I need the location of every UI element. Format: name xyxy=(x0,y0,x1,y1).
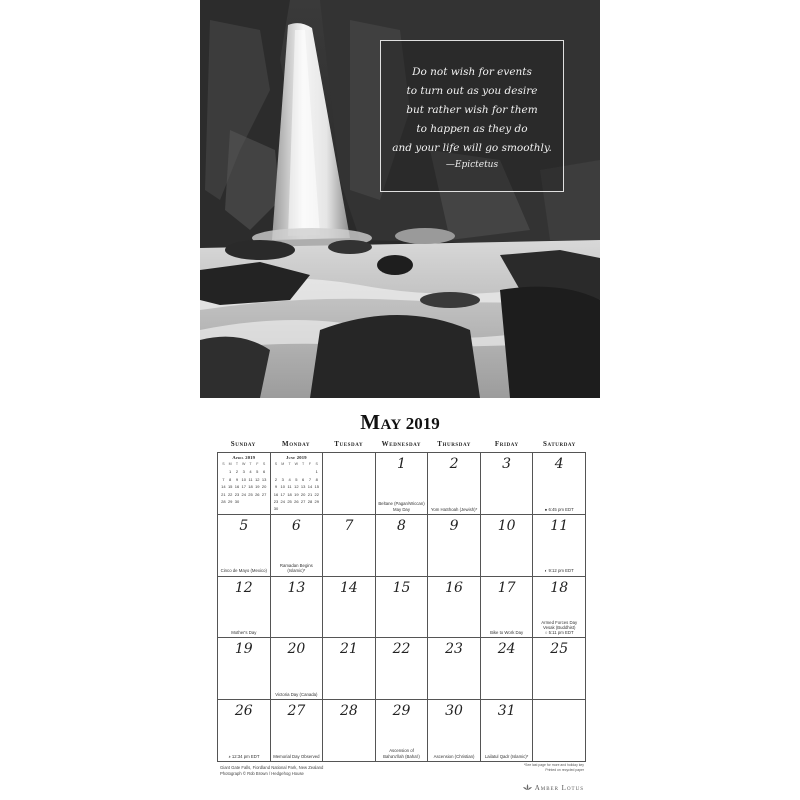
day-event: Bike to Work Day xyxy=(490,630,524,636)
mini-calendar-day: 28 xyxy=(221,499,226,505)
day-cell-14 xyxy=(323,577,376,639)
day-cell-4 xyxy=(533,453,586,515)
day-cell-9 xyxy=(428,515,481,577)
weekday-thursday: Thursday xyxy=(437,440,471,448)
mini-calendar-day: 11 xyxy=(248,476,253,482)
mini-calendar-day: 16 xyxy=(234,484,240,490)
day-cell-10 xyxy=(481,515,534,577)
mini-calendar-day xyxy=(279,505,286,512)
calendar-grid xyxy=(217,452,586,762)
day-number: 17 xyxy=(497,579,516,596)
day-number: 20 xyxy=(287,641,306,658)
mini-calendar-day: 13 xyxy=(261,476,267,482)
day-cell-3 xyxy=(481,453,534,515)
day-cell-22 xyxy=(376,638,429,700)
quote-line: but rather wish for them xyxy=(406,103,538,116)
mini-calendar-day xyxy=(293,468,300,475)
mini-calendar-weekday: F xyxy=(256,462,259,466)
day-number: 31 xyxy=(497,703,516,720)
mini-calendar-day xyxy=(293,505,300,512)
mini-calendar-day: 24 xyxy=(280,499,285,505)
footer-notes xyxy=(524,763,584,772)
day-cell-18 xyxy=(533,577,586,639)
day-event: Armed Forces Day Vesak (Buddhist) ○ 5:11 pm EDT xyxy=(541,619,578,636)
day-cell-24 xyxy=(481,638,534,700)
quote-author: —Epictetus xyxy=(445,159,499,170)
day-cell-30 xyxy=(428,700,481,762)
day-number: 24 xyxy=(497,641,516,658)
lotus-icon xyxy=(523,784,532,792)
footer-note: *See last page for more and holiday key xyxy=(523,763,584,767)
mini-calendar-day: 27 xyxy=(300,499,306,505)
day-cell-23 xyxy=(428,638,481,700)
mini-calendar-day: 27 xyxy=(261,491,267,497)
mini-calendar-day: 3 xyxy=(242,469,245,475)
day-event: Memorial Day Observed xyxy=(273,753,320,759)
mini-calendar-day: 8 xyxy=(315,476,318,482)
mini-calendar-day: 5 xyxy=(295,476,298,482)
mini-calendar-weekday: T xyxy=(235,462,239,466)
mini-calendar-day: 23 xyxy=(234,491,240,497)
month-name: May xyxy=(360,410,402,434)
weekday-tuesday: Tuesday xyxy=(334,440,364,448)
brand-name: Amber Lotus xyxy=(534,784,584,792)
day-number: 23 xyxy=(445,641,463,658)
mini-calendar-day: 9 xyxy=(274,484,278,490)
mini-calendar-day: 18 xyxy=(248,484,253,490)
day-number: 30 xyxy=(445,703,463,720)
day-number: 3 xyxy=(502,456,512,472)
mini-calendar-day: 18 xyxy=(287,491,292,497)
empty-cell xyxy=(271,453,324,515)
mini-calendar-weekday: S xyxy=(222,462,225,466)
mini-calendar-day: 26 xyxy=(294,499,299,505)
day-number: 9 xyxy=(449,517,459,534)
day-number: 12 xyxy=(234,579,253,596)
day-number: 14 xyxy=(340,579,358,596)
mini-calendar-day: 22 xyxy=(227,491,233,497)
mini-calendar-day xyxy=(220,468,227,475)
mini-calendar-day xyxy=(273,468,280,475)
day-number: 18 xyxy=(550,579,569,596)
mini-calendar-day: 6 xyxy=(263,469,266,475)
day-number: 8 xyxy=(397,517,406,534)
mini-calendar-day: 8 xyxy=(229,476,232,482)
weekday-monday: Monday xyxy=(281,440,311,448)
mini-calendar-day: 23 xyxy=(273,499,279,505)
mini-calendar-day: 12 xyxy=(294,484,299,490)
mini-calendar-day: 10 xyxy=(280,484,285,490)
mini-calendar-weekday: S xyxy=(262,462,266,466)
day-number: 10 xyxy=(497,517,516,534)
day-cell-19 xyxy=(218,638,271,700)
mini-calendar-day xyxy=(286,468,293,475)
day-event: Beltane (Pagan/Wiccan) May Day xyxy=(378,501,425,512)
day-cell-28 xyxy=(323,700,376,762)
mini-calendar-title: June 2019 xyxy=(285,455,307,460)
mini-calendar-day: 13 xyxy=(300,484,306,490)
day-event: Ramadan Begins (Islamic)* xyxy=(279,563,313,574)
mini-calendar-day: 17 xyxy=(280,491,285,497)
mini-calendar-day xyxy=(300,468,307,475)
mini-calendar-day: 24 xyxy=(241,491,246,497)
mini-calendar-day: 3 xyxy=(281,476,284,482)
mini-calendar-day: 1 xyxy=(315,469,318,475)
mini-calendar-day: 9 xyxy=(235,476,239,482)
mini-calendar-day: 14 xyxy=(307,484,313,490)
day-number: 4 xyxy=(554,456,564,472)
day-event: Ascension (Christian) xyxy=(433,753,475,759)
mini-calendar-weekday: S xyxy=(315,462,318,466)
mini-calendar-day: 29 xyxy=(227,499,233,505)
caption-location: Giant Gate Falls, Fiordland National Park, New Zealand xyxy=(220,765,324,770)
mini-calendar-weekday: M xyxy=(281,462,285,466)
mini-calendar-day: 4 xyxy=(288,476,291,482)
mini-calendar-day: 28 xyxy=(307,499,313,505)
day-event: Mother's Day xyxy=(231,630,257,636)
day-event: Yom HaShoah (Jewish)* xyxy=(430,506,478,512)
empty-cell xyxy=(533,700,586,762)
day-number: 22 xyxy=(392,641,411,658)
day-cell-25 xyxy=(533,638,586,700)
day-number: 6 xyxy=(291,517,301,534)
day-cell-20 xyxy=(271,638,324,700)
day-number: 16 xyxy=(445,579,463,596)
mini-calendar-day: 10 xyxy=(241,476,246,482)
empty-cell xyxy=(218,453,271,515)
day-number: 29 xyxy=(392,703,411,720)
mini-calendar-day: 4 xyxy=(249,469,252,475)
day-event: ◑ 12:34 pm EDT xyxy=(228,753,260,759)
mini-calendar-day xyxy=(300,505,307,512)
mini-calendar-weekday: W xyxy=(242,462,246,466)
day-event: Victoria Day (Canada) xyxy=(275,691,318,697)
mini-calendar-day xyxy=(307,505,314,512)
day-event: ● 6:45 pm EDT xyxy=(544,506,574,512)
mini-calendar-day xyxy=(279,468,286,475)
mini-calendar-weekday: T xyxy=(302,462,305,466)
day-number: 25 xyxy=(550,641,569,658)
quote-line: to happen as they do xyxy=(416,122,528,135)
mini-calendar-day: 19 xyxy=(294,491,299,497)
day-event: Ascension of Baha'u'llah (Baha'i) xyxy=(383,748,420,759)
mini-calendar-day xyxy=(286,505,293,512)
day-cell-12 xyxy=(218,577,271,639)
mini-calendar-day: 16 xyxy=(273,491,279,497)
mini-calendar-weekday: W xyxy=(294,462,299,466)
day-number: 19 xyxy=(234,641,253,658)
mini-calendar-day: 2 xyxy=(235,469,239,475)
weekday-wednesday: Wednesday xyxy=(381,440,422,448)
mini-calendar-day: 21 xyxy=(307,491,313,497)
weekday-sunday: Sunday xyxy=(230,440,256,448)
weekday-friday: Friday xyxy=(494,440,519,448)
mini-calendar-day xyxy=(307,468,314,475)
month-title xyxy=(200,410,600,435)
mini-calendar-day: 25 xyxy=(287,499,292,505)
mini-calendar-day: 7 xyxy=(308,476,312,482)
day-number: 5 xyxy=(239,517,249,534)
day-cell-1 xyxy=(376,453,429,515)
day-cell-27 xyxy=(271,700,324,762)
day-cell-26 xyxy=(218,700,271,762)
day-number: 27 xyxy=(287,703,306,720)
quote-line: to turn out as you desire xyxy=(406,84,538,97)
mini-calendar-weekday: F xyxy=(308,462,312,466)
mini-calendar-weekday: T xyxy=(288,462,291,466)
day-number: 15 xyxy=(392,579,411,596)
mini-calendar-day: 26 xyxy=(255,491,260,497)
mini-calendar-day: 20 xyxy=(261,484,267,490)
month-year: 2019 xyxy=(405,414,440,433)
quote-line: and your life will go smoothly. xyxy=(392,141,552,154)
mini-calendar-weekday: M xyxy=(228,462,232,466)
mini-calendar-weekday: T xyxy=(249,462,252,466)
empty-cell xyxy=(323,453,376,515)
calendar-page xyxy=(200,0,600,800)
mini-calendar-day xyxy=(240,498,247,505)
day-cell-11 xyxy=(533,515,586,577)
mini-calendar-title: April 2019 xyxy=(232,455,256,460)
day-cell-13 xyxy=(271,577,324,639)
day-event: Cinco de Mayo (Mexico) xyxy=(220,568,267,574)
mini-calendar-day: 7 xyxy=(222,476,225,482)
day-number: 7 xyxy=(344,517,354,534)
day-cell-5 xyxy=(218,515,271,577)
day-number: 28 xyxy=(340,703,358,720)
mini-calendar-day: 19 xyxy=(255,484,260,490)
mini-calendar-day: 6 xyxy=(302,476,305,482)
mini-calendar-day xyxy=(254,498,261,505)
mini-calendar-day xyxy=(247,498,254,505)
mini-calendar-june xyxy=(273,455,321,513)
mini-calendar-day: 29 xyxy=(314,499,319,505)
day-number: 26 xyxy=(234,703,253,720)
mini-calendar-day: 11 xyxy=(287,484,292,490)
mini-calendar-day: 1 xyxy=(229,469,232,475)
mini-calendar-day: 30 xyxy=(234,499,240,505)
day-event: Lailatul Qadr (Islamic)* xyxy=(484,753,529,759)
day-cell-17 xyxy=(481,577,534,639)
mini-calendar-day: 5 xyxy=(256,469,259,475)
footer-note: Printed on recycled paper xyxy=(545,767,584,772)
mini-calendar-day: 17 xyxy=(241,484,246,490)
weekday-saturday: Saturday xyxy=(543,440,576,448)
day-number: 11 xyxy=(550,517,569,534)
mini-calendar-day xyxy=(261,498,268,505)
day-cell-21 xyxy=(323,638,376,700)
mini-calendar-day xyxy=(313,505,320,512)
day-cell-15 xyxy=(376,577,429,639)
mini-calendar-day: 15 xyxy=(227,484,233,490)
mini-calendar-day: 15 xyxy=(314,484,319,490)
day-cell-6 xyxy=(271,515,324,577)
mini-calendar-day: 2 xyxy=(274,476,278,482)
day-cell-16 xyxy=(428,577,481,639)
mini-calendar-april xyxy=(220,455,268,505)
mini-calendar-day: 21 xyxy=(221,491,226,497)
day-number: 1 xyxy=(397,456,406,472)
day-cell-8 xyxy=(376,515,429,577)
weekday-header-row xyxy=(217,440,586,452)
mini-calendar-day: 14 xyxy=(221,484,226,490)
day-number: 13 xyxy=(287,579,306,596)
brand-logo xyxy=(523,784,584,792)
mini-calendar-day: 30 xyxy=(273,506,279,512)
mini-calendar-day: 20 xyxy=(300,491,306,497)
photo-caption xyxy=(220,765,323,777)
day-event: ◐ 9:12 pm EDT xyxy=(544,568,574,574)
mini-calendar-day: 12 xyxy=(255,476,260,482)
mini-calendar-weekday: S xyxy=(274,462,278,466)
caption-credit: Photograph © Rob Brown / Hedgehog House xyxy=(220,771,304,776)
waterfall-photo xyxy=(200,0,600,398)
day-number: 2 xyxy=(449,456,459,472)
quote-box xyxy=(380,40,564,192)
day-cell-29 xyxy=(376,700,429,762)
mini-calendar-day: 22 xyxy=(314,491,319,497)
mini-calendar-day: 25 xyxy=(248,491,253,497)
day-number: 21 xyxy=(340,641,358,658)
day-cell-2 xyxy=(428,453,481,515)
day-cell-7 xyxy=(323,515,376,577)
day-cell-31 xyxy=(481,700,534,762)
quote-line: Do not wish for events xyxy=(412,65,532,78)
